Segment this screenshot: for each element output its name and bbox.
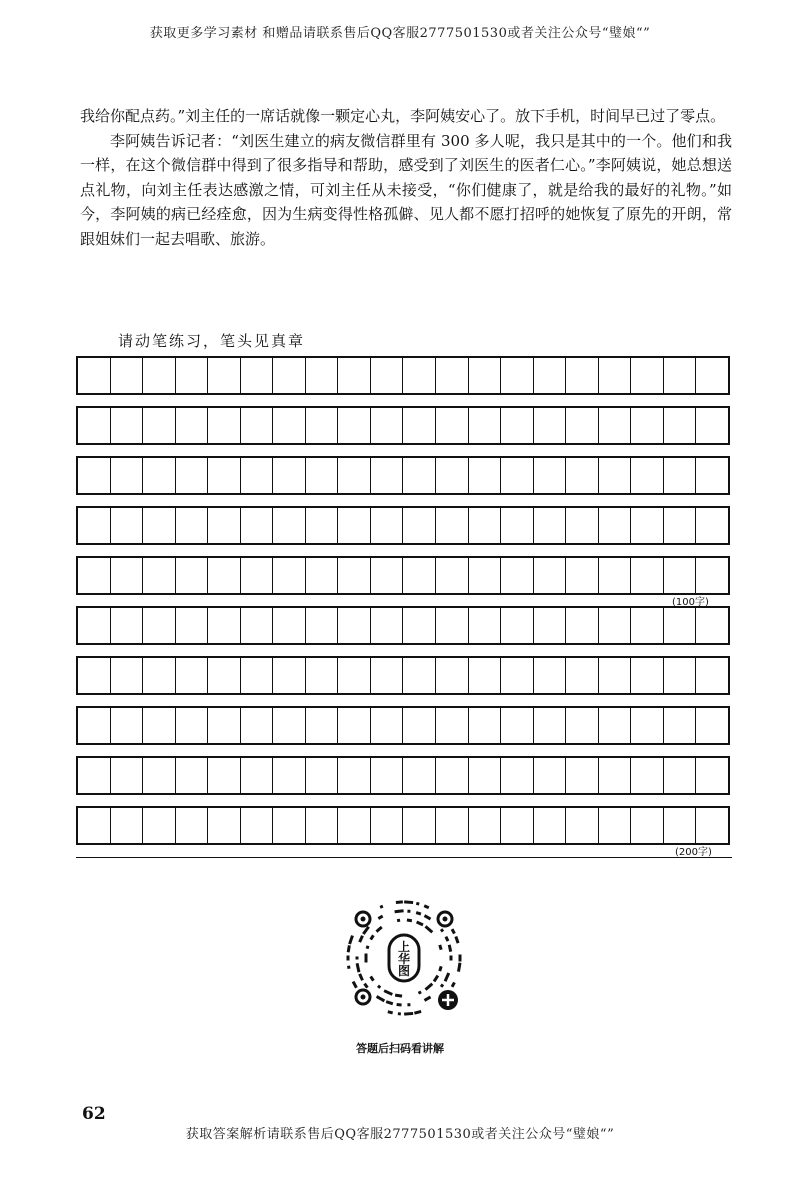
grid-cell[interactable] <box>534 508 567 543</box>
grid-row <box>76 356 730 395</box>
grid-cell[interactable] <box>436 608 469 643</box>
grid-cell[interactable] <box>176 558 209 593</box>
grid-cell[interactable] <box>664 758 697 793</box>
grid-cell[interactable] <box>143 558 176 593</box>
grid-cell[interactable] <box>566 508 599 543</box>
grid-cell[interactable] <box>241 808 274 843</box>
grid-cell[interactable] <box>566 358 599 393</box>
grid-cell[interactable] <box>273 408 306 443</box>
grid-cell[interactable] <box>501 558 534 593</box>
grid-cell[interactable] <box>534 458 567 493</box>
grid-cell[interactable] <box>306 708 339 743</box>
grid-cell[interactable] <box>371 658 404 693</box>
grid-cell[interactable] <box>143 608 176 643</box>
grid-cell[interactable] <box>403 358 436 393</box>
grid-cell[interactable] <box>534 658 567 693</box>
grid-cell[interactable] <box>273 808 306 843</box>
grid-cell[interactable] <box>338 708 371 743</box>
grid-cell[interactable] <box>469 358 502 393</box>
grid-cell[interactable] <box>143 358 176 393</box>
grid-cell[interactable] <box>273 458 306 493</box>
grid-cell[interactable] <box>436 708 469 743</box>
grid-cell[interactable] <box>501 808 534 843</box>
grid-cell[interactable] <box>111 508 144 543</box>
grid-cell[interactable] <box>501 458 534 493</box>
grid-cell[interactable] <box>143 408 176 443</box>
grid-cell[interactable] <box>566 558 599 593</box>
grid-cell[interactable] <box>631 758 664 793</box>
article-paragraph: 我给你配点药。”刘主任的一席话就像一颗定心丸，李阿姨安心了。放下手机，时间早已过了零点。 <box>80 107 726 125</box>
grid-cell[interactable] <box>338 558 371 593</box>
grid-cell[interactable] <box>176 658 209 693</box>
grid-cell[interactable] <box>208 658 241 693</box>
grid-cell[interactable] <box>501 658 534 693</box>
grid-cell[interactable] <box>371 508 404 543</box>
grid-cell[interactable] <box>78 558 111 593</box>
grid-cell[interactable] <box>403 408 436 443</box>
grid-cell[interactable] <box>403 508 436 543</box>
grid-cell[interactable] <box>371 358 404 393</box>
svg-text:华: 华 <box>397 952 411 966</box>
grid-cell[interactable] <box>501 508 534 543</box>
grid-cell[interactable] <box>599 658 632 693</box>
grid-cell[interactable] <box>111 758 144 793</box>
grid-cell[interactable] <box>306 558 339 593</box>
grid-cell[interactable] <box>241 508 274 543</box>
grid-cell[interactable] <box>208 608 241 643</box>
grid-cell[interactable] <box>338 458 371 493</box>
grid-cell[interactable] <box>371 408 404 443</box>
grid-cell[interactable] <box>78 708 111 743</box>
grid-cell[interactable] <box>436 508 469 543</box>
grid-cell[interactable] <box>436 358 469 393</box>
grid-cell[interactable] <box>696 808 728 843</box>
grid-cell[interactable] <box>599 608 632 643</box>
grid-cell[interactable] <box>176 758 209 793</box>
grid-cell[interactable] <box>403 558 436 593</box>
grid-cell[interactable] <box>631 358 664 393</box>
grid-cell[interactable] <box>566 658 599 693</box>
grid-cell[interactable] <box>241 458 274 493</box>
qr-caption: 答题后扫码看讲解 <box>356 1042 444 1055</box>
svg-text:上: 上 <box>397 940 411 954</box>
grid-cell[interactable] <box>273 608 306 643</box>
grid-cell[interactable] <box>664 558 697 593</box>
grid-cell[interactable] <box>78 358 111 393</box>
grid-cell[interactable] <box>241 658 274 693</box>
grid-cell[interactable] <box>208 708 241 743</box>
grid-row <box>76 756 730 795</box>
grid-cell[interactable] <box>403 808 436 843</box>
grid-cell[interactable] <box>273 708 306 743</box>
grid-cell[interactable] <box>566 408 599 443</box>
grid-cell[interactable] <box>631 808 664 843</box>
header-banner: 获取更多学习素材 和赠品请联系售后QQ客服2777501530或者关注公众号“璧娘“” <box>149 26 651 41</box>
grid-cell[interactable] <box>111 358 144 393</box>
grid-cell[interactable] <box>534 358 567 393</box>
grid-cell[interactable] <box>111 558 144 593</box>
grid-cell[interactable] <box>111 658 144 693</box>
grid-cell[interactable] <box>241 708 274 743</box>
grid-cell[interactable] <box>306 408 339 443</box>
grid-cell[interactable] <box>469 708 502 743</box>
grid-cell[interactable] <box>176 808 209 843</box>
grid-cell[interactable] <box>371 458 404 493</box>
grid-cell[interactable] <box>78 658 111 693</box>
grid-cell[interactable] <box>566 458 599 493</box>
grid-cell[interactable] <box>176 458 209 493</box>
grid-row <box>76 556 730 595</box>
grid-cell[interactable] <box>338 658 371 693</box>
grid-cell[interactable] <box>78 508 111 543</box>
grid-cell[interactable] <box>306 358 339 393</box>
grid-cell[interactable] <box>599 458 632 493</box>
grid-cell[interactable] <box>664 658 697 693</box>
grid-cell[interactable] <box>599 358 632 393</box>
grid-row <box>76 406 730 445</box>
grid-cell[interactable] <box>176 358 209 393</box>
grid-row <box>76 806 730 845</box>
grid-cell[interactable] <box>664 808 697 843</box>
grid-cell[interactable] <box>208 358 241 393</box>
grid-cell[interactable] <box>696 708 728 743</box>
article-body <box>80 104 732 251</box>
grid-cell[interactable] <box>273 558 306 593</box>
grid-cell[interactable] <box>436 408 469 443</box>
grid-cell[interactable] <box>566 758 599 793</box>
article-paragraph: 李阿姨告诉记者：“刘医生建立的病友微信群里有 300 多人呢，我只是其中的一个。他们和我一样，在这个微信群中得到了很多指导和帮助，感受到了刘医生的医者仁心。”李阿姨说，她总想送点礼物，向刘主任表达感激之情，可刘主任从未接受，“你们健康了，就是给我的最好的礼物。”如今，李阿姨的病已经痊愈，因为生病变得性格孤僻、见人都不愿打招呼的她恢复了原先的开朗，常跟姐妹们一起去唱歌、旅游。 <box>80 131 732 248</box>
grid-cell[interactable] <box>111 808 144 843</box>
grid-cell[interactable] <box>371 808 404 843</box>
grid-row <box>76 656 730 695</box>
grid-cell[interactable] <box>78 758 111 793</box>
grid-cell[interactable] <box>143 458 176 493</box>
grid-cell[interactable] <box>143 658 176 693</box>
grid-cell[interactable] <box>306 508 339 543</box>
grid-cell[interactable] <box>338 808 371 843</box>
grid-row <box>76 506 730 545</box>
word-count-200-mark: (200字) <box>675 847 712 858</box>
grid-cell[interactable] <box>176 408 209 443</box>
word-count-100-mark: (100字) <box>672 597 709 608</box>
grid-cell[interactable] <box>696 458 728 493</box>
grid-cell[interactable] <box>306 808 339 843</box>
grid-cell[interactable] <box>306 608 339 643</box>
footer-banner: 获取答案解析请联系售后QQ客服2777501530或者关注公众号“璧娘“” <box>185 1127 615 1142</box>
grid-cell[interactable] <box>469 558 502 593</box>
grid-cell[interactable] <box>403 658 436 693</box>
grid-cell[interactable] <box>78 458 111 493</box>
grid-cell[interactable] <box>599 708 632 743</box>
grid-cell[interactable] <box>403 458 436 493</box>
page-number: 62 <box>82 1104 106 1124</box>
grid-row <box>76 456 730 495</box>
grid-cell[interactable] <box>241 558 274 593</box>
grid-cell[interactable] <box>566 608 599 643</box>
grid-cell[interactable] <box>176 508 209 543</box>
grid-cell[interactable] <box>469 458 502 493</box>
grid-cell[interactable] <box>371 608 404 643</box>
grid-cell[interactable] <box>696 608 728 643</box>
grid-cell[interactable] <box>111 458 144 493</box>
grid-cell[interactable] <box>273 758 306 793</box>
grid-cell[interactable] <box>696 758 728 793</box>
grid-cell[interactable] <box>176 708 209 743</box>
grid-cell[interactable] <box>534 408 567 443</box>
grid-row <box>76 606 730 645</box>
grid-cell[interactable] <box>664 408 697 443</box>
grid-cell[interactable] <box>338 358 371 393</box>
grid-cell[interactable] <box>631 658 664 693</box>
grid-cell[interactable] <box>273 358 306 393</box>
grid-cell[interactable] <box>208 408 241 443</box>
grid-cell[interactable] <box>664 508 697 543</box>
grid-cell[interactable] <box>696 508 728 543</box>
grid-cell[interactable] <box>599 808 632 843</box>
grid-cell[interactable] <box>599 508 632 543</box>
grid-cell[interactable] <box>208 508 241 543</box>
grid-cell[interactable] <box>469 808 502 843</box>
grid-cell[interactable] <box>469 658 502 693</box>
grid-cell[interactable] <box>664 708 697 743</box>
grid-bottom-rule <box>76 857 732 858</box>
grid-cell[interactable] <box>631 558 664 593</box>
grid-cell[interactable] <box>306 458 339 493</box>
grid-cell[interactable] <box>78 408 111 443</box>
grid-cell[interactable] <box>436 558 469 593</box>
grid-cell[interactable] <box>338 758 371 793</box>
grid-cell[interactable] <box>436 458 469 493</box>
grid-cell[interactable] <box>143 708 176 743</box>
grid-cell[interactable] <box>696 358 728 393</box>
grid-cell[interactable] <box>208 458 241 493</box>
grid-cell[interactable] <box>338 508 371 543</box>
grid-cell[interactable] <box>534 608 567 643</box>
grid-cell[interactable] <box>111 708 144 743</box>
grid-cell[interactable] <box>696 408 728 443</box>
grid-cell[interactable] <box>599 558 632 593</box>
grid-cell[interactable] <box>469 758 502 793</box>
grid-cell[interactable] <box>208 558 241 593</box>
grid-cell[interactable] <box>78 608 111 643</box>
grid-cell[interactable] <box>436 808 469 843</box>
grid-cell[interactable] <box>436 658 469 693</box>
grid-cell[interactable] <box>631 708 664 743</box>
grid-cell[interactable] <box>371 758 404 793</box>
grid-cell[interactable] <box>338 408 371 443</box>
grid-cell[interactable] <box>664 358 697 393</box>
grid-cell[interactable] <box>111 608 144 643</box>
grid-cell[interactable] <box>534 808 567 843</box>
grid-row <box>76 706 730 745</box>
grid-cell[interactable] <box>403 758 436 793</box>
grid-cell[interactable] <box>696 658 728 693</box>
grid-cell[interactable] <box>631 458 664 493</box>
grid-cell[interactable] <box>534 758 567 793</box>
grid-cell[interactable] <box>78 808 111 843</box>
grid-cell[interactable] <box>371 708 404 743</box>
grid-cell[interactable] <box>501 708 534 743</box>
grid-cell[interactable] <box>143 508 176 543</box>
grid-cell[interactable] <box>403 708 436 743</box>
grid-cell[interactable] <box>143 758 176 793</box>
qr-code-icon <box>339 893 469 1023</box>
grid-cell[interactable] <box>241 608 274 643</box>
grid-cell[interactable] <box>306 658 339 693</box>
practice-label: 请动笔练习，笔头见真章 <box>118 332 306 350</box>
grid-cell[interactable] <box>501 408 534 443</box>
grid-cell[interactable] <box>631 508 664 543</box>
grid-cell[interactable] <box>469 508 502 543</box>
grid-cell[interactable] <box>696 558 728 593</box>
grid-cell[interactable] <box>338 608 371 643</box>
grid-cell[interactable] <box>631 608 664 643</box>
grid-cell[interactable] <box>208 808 241 843</box>
grid-cell[interactable] <box>664 608 697 643</box>
grid-cell[interactable] <box>241 758 274 793</box>
grid-cell[interactable] <box>176 608 209 643</box>
grid-cell[interactable] <box>306 758 339 793</box>
grid-cell[interactable] <box>534 558 567 593</box>
grid-cell[interactable] <box>599 408 632 443</box>
grid-cell[interactable] <box>631 408 664 443</box>
grid-cell[interactable] <box>241 358 274 393</box>
grid-cell[interactable] <box>469 608 502 643</box>
grid-cell[interactable] <box>436 758 469 793</box>
grid-cell[interactable] <box>241 408 274 443</box>
grid-cell[interactable] <box>403 608 436 643</box>
grid-cell[interactable] <box>208 758 241 793</box>
grid-cell[interactable] <box>566 808 599 843</box>
grid-cell[interactable] <box>566 708 599 743</box>
grid-cell[interactable] <box>143 808 176 843</box>
grid-cell[interactable] <box>371 558 404 593</box>
grid-cell[interactable] <box>111 408 144 443</box>
grid-cell[interactable] <box>664 458 697 493</box>
grid-cell[interactable] <box>599 758 632 793</box>
grid-cell[interactable] <box>534 708 567 743</box>
grid-cell[interactable] <box>501 758 534 793</box>
grid-cell[interactable] <box>469 408 502 443</box>
grid-cell[interactable] <box>273 658 306 693</box>
grid-cell[interactable] <box>501 358 534 393</box>
grid-cell[interactable] <box>273 508 306 543</box>
grid-cell[interactable] <box>501 608 534 643</box>
svg-text:图: 图 <box>397 964 411 978</box>
